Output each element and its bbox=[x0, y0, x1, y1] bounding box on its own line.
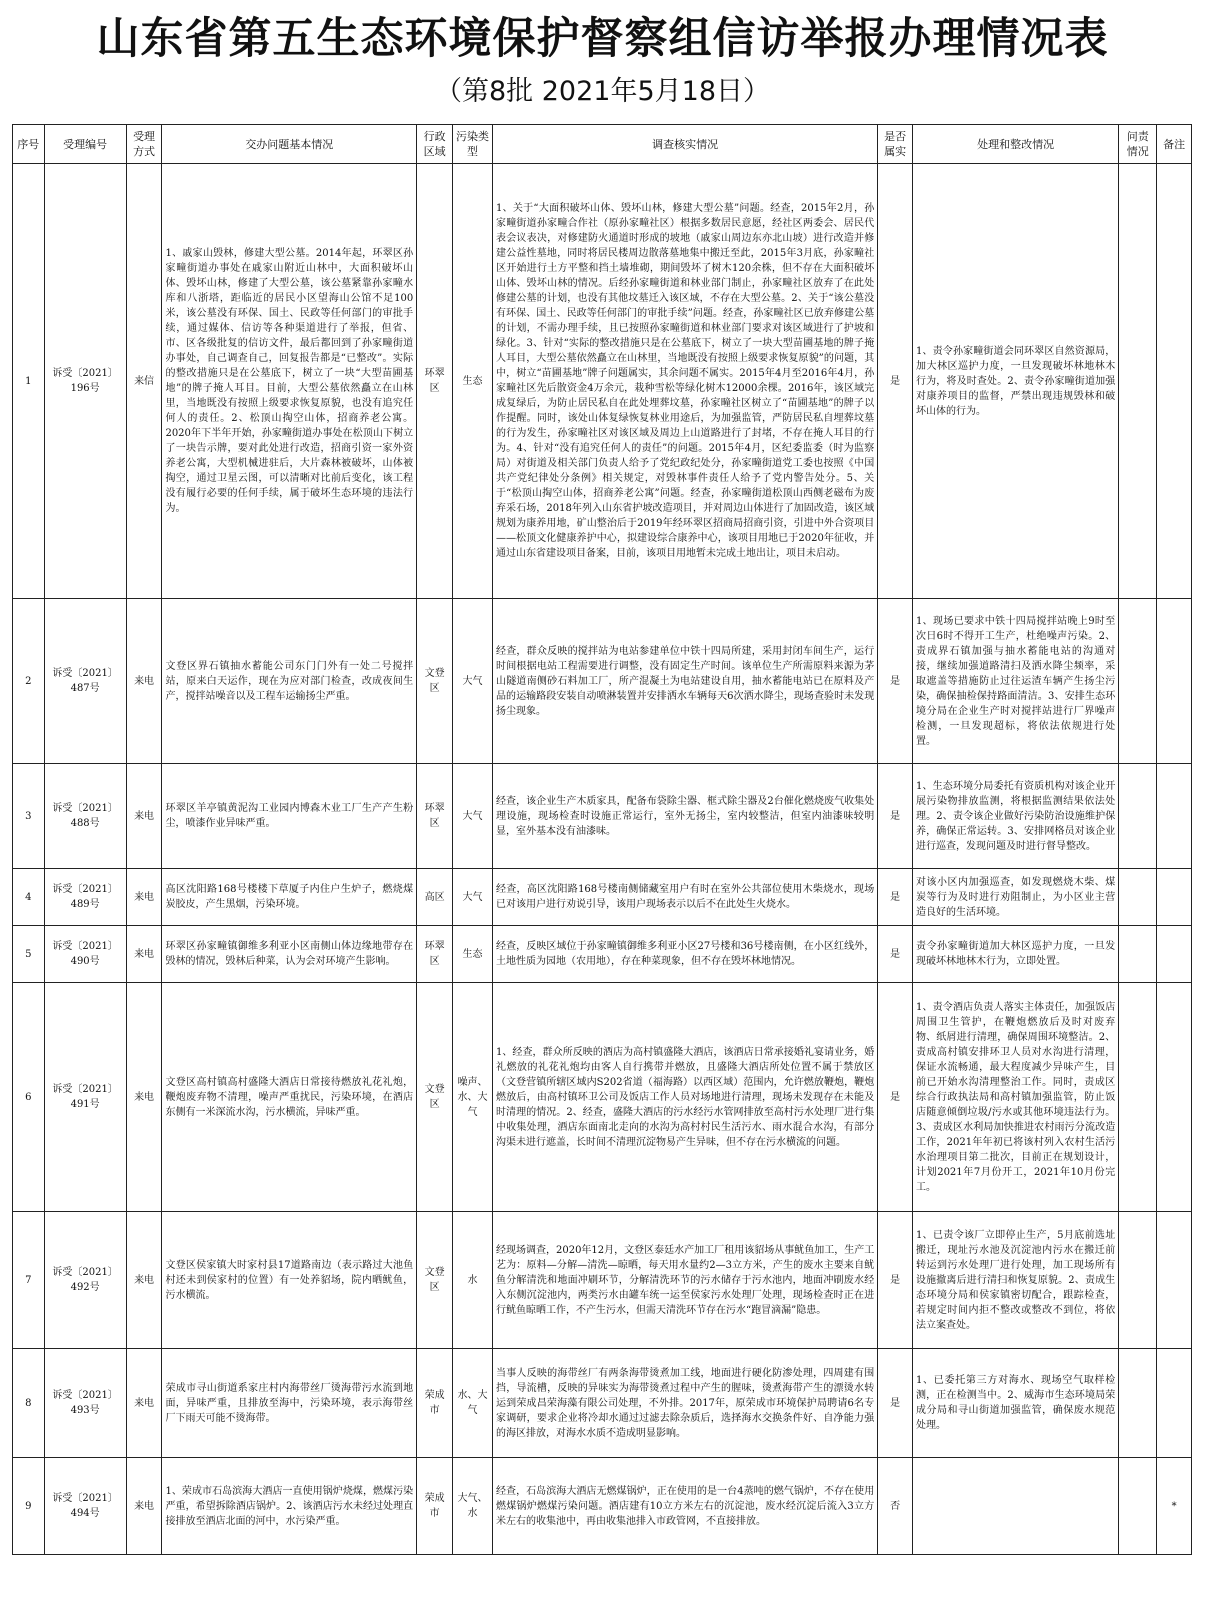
cell-handle: 1、责令孙家疃街道会同环翠区自然资源局，加大林区巡护力度，一旦发现破坏林地林木行为，将及时查处。2、责令孙家疃街道加强对康养项目的监督，严禁出现违规毁林和破坏山体的行为。 bbox=[912, 164, 1118, 599]
cell-handle: 对该小区内加强巡查，如发现燃烧木柴、煤炭等行为及时进行劝阻制止，为小区业主营造良好的生活环境。 bbox=[912, 869, 1118, 926]
cell-accountability bbox=[1119, 869, 1157, 926]
cell-no: 7 bbox=[13, 1212, 45, 1349]
complaint-table bbox=[12, 124, 1192, 1555]
header-problem: 交办问题基本情况 bbox=[162, 125, 417, 164]
cell-region: 环翠区 bbox=[417, 164, 453, 599]
cell-true: 否 bbox=[878, 1458, 913, 1555]
cell-no: 6 bbox=[13, 983, 45, 1212]
header-type: 污染类型 bbox=[452, 125, 492, 164]
cell-true: 是 bbox=[878, 1349, 913, 1458]
cell-region: 高区 bbox=[417, 869, 453, 926]
table-row bbox=[13, 1349, 1192, 1458]
cell-true: 是 bbox=[878, 983, 913, 1212]
cell-accountability bbox=[1119, 983, 1157, 1212]
table-row bbox=[13, 869, 1192, 926]
cell-region: 文登区 bbox=[417, 1212, 453, 1349]
cell-type: 大气、水 bbox=[452, 1458, 492, 1555]
cell-method: 来电 bbox=[126, 1349, 162, 1458]
cell-region: 文登区 bbox=[417, 599, 453, 764]
cell-accountability bbox=[1119, 164, 1157, 599]
table-row bbox=[13, 599, 1192, 764]
cell-method: 来电 bbox=[126, 764, 162, 869]
cell-no: 5 bbox=[13, 926, 45, 983]
cell-id: 诉受〔2021〕196号 bbox=[44, 164, 126, 599]
cell-type: 生态 bbox=[452, 926, 492, 983]
cell-accountability bbox=[1119, 1349, 1157, 1458]
page-subtitle: （第8批 2021年5月18日） bbox=[434, 76, 770, 107]
cell-id: 诉受〔2021〕489号 bbox=[44, 869, 126, 926]
cell-true: 是 bbox=[878, 869, 913, 926]
table-header-row bbox=[13, 125, 1192, 164]
table-row bbox=[13, 1458, 1192, 1555]
header-method: 受理方式 bbox=[126, 125, 162, 164]
cell-handle: 1、已委托第三方对海水、现场空气取样检测，正在检测当中。2、威海市生态环境局荣成分局和寻山街道加强监管，确保废水规范处理。 bbox=[912, 1349, 1118, 1458]
cell-method: 来电 bbox=[126, 926, 162, 983]
cell-survey: 经查，高区沈阳路168号楼南侧储藏室用户有时在室外公共部位使用木柴烧水，现场已对该用户进行劝说引导，该用户现场表示以后不在此处生火烧水。 bbox=[492, 869, 877, 926]
cell-accountability bbox=[1119, 599, 1157, 764]
cell-problem: 文登区界石镇抽水蓄能公司东门门外有一处二号搅拌站，原来白天运作，现在为应对部门检查，改成夜间生产，搅拌站噪音以及工程车运输扬尘严重。 bbox=[162, 599, 417, 764]
cell-method: 来电 bbox=[126, 983, 162, 1212]
cell-handle bbox=[912, 1458, 1118, 1555]
cell-survey: 经查，该企业生产木质家具，配备布袋除尘器、框式除尘器及2台催化燃烧废气收集处理设施，现场检查时设施正常运行，室外无扬尘，室内较整洁，但室内油漆味较明显，室外基本没有油漆味。 bbox=[492, 764, 877, 869]
cell-type: 水 bbox=[452, 1212, 492, 1349]
cell-problem: 荣成市寻山街道系家庄村内海带丝厂烫海带污水流到地面，异味严重，且排放至海中，污染环境，表示海带丝厂下雨天可能不烫海带。 bbox=[162, 1349, 417, 1458]
cell-note bbox=[1157, 1212, 1192, 1349]
cell-type: 噪声、水、大气 bbox=[452, 983, 492, 1212]
cell-problem: 环翠区孙家疃镇御维多利亚小区南侧山体边缘地带存在毁林的情况，毁林后种菜，认为会对环境产生影响。 bbox=[162, 926, 417, 983]
table-row bbox=[13, 1212, 1192, 1349]
table-row bbox=[13, 926, 1192, 983]
cell-handle: 1、已责令该厂立即停止生产，5月底前选址搬迁，现址污水池及沉淀池内污水在搬迁前转运到污水处理厂进行处理，加工现场所有设施撤离后进行清扫和恢复原貌。2、责成生态环境分局和侯家镇密切配合，跟踪检查，若规定时间内拒不整改或整改不到位，将依法立案查处。 bbox=[912, 1212, 1118, 1349]
header-true: 是否属实 bbox=[878, 125, 913, 164]
cell-no: 4 bbox=[13, 869, 45, 926]
cell-method: 来电 bbox=[126, 869, 162, 926]
cell-survey: 1、经查，群众所反映的酒店为高村镇盛隆大酒店，该酒店日常承接婚礼宴请业务，婚礼燃放的礼花礼炮均由客人自行携带并燃放，且盛隆大酒店所处位置不属于禁放区（文登营镇所辖区域内S202省道（福海路）以西区域）范围内，允许燃放鞭炮，鞭炮燃放后，由高村镇环卫公司及饭店工作人员对场地进行清理，现场未发现存在未能及时清理的情况。2、经查，盛隆大酒店的污水经污水管网排放至高村污水处理厂进行集中收集处理，酒店东面南北走向的水沟为高村村民生活污水、雨水混合水沟，有部分沟渠未进行遮盖，长时间不清理沉淀物易产生异味，但不存在污水横流的问题。 bbox=[492, 983, 877, 1212]
cell-region: 环翠区 bbox=[417, 926, 453, 983]
cell-accountability bbox=[1119, 1458, 1157, 1555]
cell-note bbox=[1157, 599, 1192, 764]
cell-note bbox=[1157, 926, 1192, 983]
table-row bbox=[13, 983, 1192, 1212]
cell-region: 荣成市 bbox=[417, 1349, 453, 1458]
cell-note: * bbox=[1157, 1458, 1192, 1555]
cell-type: 水、大气 bbox=[452, 1349, 492, 1458]
table-row bbox=[13, 164, 1192, 599]
header-note: 备注 bbox=[1157, 125, 1192, 164]
cell-id: 诉受〔2021〕492号 bbox=[44, 1212, 126, 1349]
cell-survey: 经查，反映区域位于孙家疃镇御维多利亚小区27号楼和36号楼南侧，在小区红线外，土地性质为园地（农用地），存在种菜现象，但不存在毁坏林地情况。 bbox=[492, 926, 877, 983]
cell-id: 诉受〔2021〕493号 bbox=[44, 1349, 126, 1458]
cell-survey: 1、关于“大面积破坏山体、毁坏山林，修建大型公墓”问题。经查，2015年2月，孙家疃街道孙家疃合作社（原孙家疃社区）根据多数居民意愿，经社区两委会、居民代表会议表决，对修建防火通道时形成的坡地（戚家山周边东亦北山坡）进行改造并修建公益性墓地，同时将居民楼周边散落墓地集中搬迁至此，2015年3月底，孙家疃社区开始进行土方平整和挡土墙堆砌，期间毁坏了树木120余株，但不存在大面积破坏山体、毁坏山林的情况。后经孙家疃街道和林业部门制止，孙家疃社区放弃了在此处修建公墓的计划，也没有其他坟墓迁入该区域，不存在大型公墓。2、关于“该公墓没有环保、国土、民政等任何部门的审批手续”问题。经查，孙家疃社区已放弃修建公墓的计划，不需办理手续，且已按照孙家疃街道和林业部门要求对该区域进行了护坡和绿化。3、针对“实际的整改措施只是在公墓底下，树立了一块大型苗圃基地的牌子掩人耳目，大型公墓依然矗立在山林里，当地既没有按照上级要求恢复原貌”的问题，其中，树立“苗圃基地”牌子问题属实，其余问题不属实。2015年4月至2016年4月，孙家疃社区先后散资金4万余元，栽种雪松等绿化树木12000余棵。2016年，该区域完成复绿后，为防止居民私自在此处埋葬坟墓，孙家疃社区树立了“苗圃基地”的牌子以作提醒。同时，该处山体复绿恢复林业用途后，为加强监管，严防居民私自埋葬坟墓的行为发生，孙家疃社区对该区域及周边上山道路进行了封堵，不存在掩人耳目的行为。4、针对“没有追究任何人的责任”的问题。2015年4月，区纪委监委（时为监察局）对街道及相关部门负责人给予了党纪政纪处分，孙家疃街道党工委也按照《中国共产党纪律处分条例》相关规定，对毁林事件责任人给予了党内警告处分。5、关于“松顶山掏空山体，招商养老公寓”问题。经查，孙家疃街道松顶山西侧老磁布为废弃采石场，2018年列入山东省护坡改造项目，并对周边山体进行了加固改造，该区域规划为康养用地，矿山整治后于2019年经环翠区招商局招商引资，引进中外合资项目——松顶文化健康养护中心，拟建设综合康养中心，该项目用地已于2020年征收，并通过山东省建设项目备案，目前，该项目用地暂未完成土地出让，项目未启动。 bbox=[492, 164, 877, 599]
cell-true: 是 bbox=[878, 1212, 913, 1349]
cell-accountability bbox=[1119, 1212, 1157, 1349]
cell-problem: 文登区高村镇高村盛隆大酒店日常接待燃放礼花礼炮，鞭炮废弃物不清理，噪声严重扰民，污染环境，在酒店东侧有一米深流水沟，污水横流，异味严重。 bbox=[162, 983, 417, 1212]
cell-region: 环翠区 bbox=[417, 764, 453, 869]
cell-type: 生态 bbox=[452, 164, 492, 599]
table-row bbox=[13, 764, 1192, 869]
cell-note bbox=[1157, 764, 1192, 869]
cell-survey: 经查，群众反映的搅拌站为电站参建单位中铁十四局所建，采用封闭车间生产，运行时间根据电站工程需要进行调整，没有固定生产时间。该单位生产所需原料来源为茅山隧道南侧砂石料加工厂，所产混凝土为电站建设自用，抽水蓄能电站已在原料及产品的运输路段安装自动喷淋装置并安排洒水车辆每天6次洒水降尘，现场查验时未发现扬尘现象。 bbox=[492, 599, 877, 764]
cell-id: 诉受〔2021〕494号 bbox=[44, 1458, 126, 1555]
cell-note bbox=[1157, 1349, 1192, 1458]
cell-survey: 经现场调查，2020年12月，文登区泰廷水产加工厂租用该貂场从事鱿鱼加工，生产工艺为：原料—分解—清洗—晾晒，每天用水量约2—3立方米，产生的废水主要来自鱿鱼分解清洗和地面冲刷环节，分解清洗环节的污水储存于污水池内，地面冲刷废水经入东侧沉淀池内，两类污水由罐车统一运至侯家污水处理厂处理，现场检查时正在进行鱿鱼晾晒工作，不产生污水，但需天清洗环节存在污水“跑冒滴漏”隐患。 bbox=[492, 1212, 877, 1349]
cell-true: 是 bbox=[878, 599, 913, 764]
cell-problem: 环翠区羊亭镇黄泥沟工业园内博森木业工厂生产产生粉尘，喷漆作业异味严重。 bbox=[162, 764, 417, 869]
cell-region: 文登区 bbox=[417, 983, 453, 1212]
page-title: 山东省第五生态环境保护督察组信访举报办理情况表 bbox=[96, 14, 1109, 64]
cell-type: 大气 bbox=[452, 599, 492, 764]
header-accountability: 问责情况 bbox=[1119, 125, 1157, 164]
cell-handle: 责令孙家疃街道加大林区巡护力度，一旦发现破坏林地林木行为，立即处置。 bbox=[912, 926, 1118, 983]
cell-survey: 经查，石岛滨海大酒店无燃煤锅炉，正在使用的是一台4蒸吨的燃气锅炉，不存在使用燃煤锅炉燃煤污染问题。酒店建有10立方米左右的沉淀池，废水经沉淀后流入3立方米左右的收集池中，再由收集池排入市政管网，不直接排放。 bbox=[492, 1458, 877, 1555]
cell-problem: 高区沈阳路168号楼楼下草厦子内住户生炉子，燃烧煤炭胶皮，产生黑烟，污染环境。 bbox=[162, 869, 417, 926]
cell-problem: 文登区侯家镇大时家村县17道路南边（表示路过大池鱼村还未到侯家村的位置）有一处养貂场，院内晒鱿鱼，污水横流。 bbox=[162, 1212, 417, 1349]
cell-problem: 1、戚家山毁林，修建大型公墓。2014年起，环翠区孙家疃街道办事处在戚家山附近山林中，大面积破坏山体、毁坏山林，修建了大型公墓，该公墓紧靠孙家疃水库和八浙塔，距临近的居民小区望海山公馆不足100米，该公墓没有环保、国土、民政等任何部门的审批手续，通过媒体、信访等各种渠道进行了举报，但省、市、区各级批复的信访文件，最后都回到了孙家疃街道办事处，自己调查自己，回复报告都是“已整改”。实际的整改措施只是在公墓底下，树立了一块“大型苗圃基地”的牌子掩人耳目。目前，大型公墓依然矗立在山林里，当地既没有按照上级要求恢复原貌，也没有追究任何人的责任。2、松顶山掏空山体，招商养老公寓。2020年下半年开始，孙家疃街道办事处在松顶山下树立了一块告示牌，要对此处进行改造，招商引资一家外资养老公寓，大型机械进驻后，大片森林被破坏，山体被掏空，通过卫星云图，可以清晰对比前后变化，该工程没有履行必要的任何手续，属于破坏生态环境的违法行为。 bbox=[162, 164, 417, 599]
cell-true: 是 bbox=[878, 926, 913, 983]
header-handle: 处理和整改情况 bbox=[912, 125, 1118, 164]
cell-survey: 当事人反映的海带丝厂有两条海带烫煮加工线，地面进行硬化防渗处理，四周建有围挡，导流槽，反映的异味实为海带烫煮过程中产生的腥味，烫煮海带产生的漂烫水转运到荣成昌荣海藻有限公司处理，不外排。2017年，原荣成市环境保护局聘请6名专家调研，要求企业将冷却水通过过滤去除杂质后，选择海水交换条件好、自净能力强的海区排放，对海水水质不造成明显影响。 bbox=[492, 1349, 877, 1458]
header-region: 行政区域 bbox=[417, 125, 453, 164]
cell-handle: 1、责令酒店负责人落实主体责任，加强饭店周围卫生管护，在鞭炮燃放后及时对废弃物、纸屑进行清理，确保周围环境整洁。2、责成高村镇安排环卫人员对水沟进行清理，保证水流畅通，最大程度减少异味产生，目前已开始水沟清理整治工作。同时，责成区综合行政执法局和高村镇加强监管，防止饭店随意倾倒垃圾/污水或其他环境违法行为。3、责成区水利局加快推进农村雨污分流改造工作，2021年年初已将该村列入农村生活污水治理项目第二批次，目前正在规划设计，计划2021年7月份开工，2021年10月份完工。 bbox=[912, 983, 1118, 1212]
cell-handle: 1、生态环境分局委托有资质机构对该企业开展污染物排放监测，将根据监测结果依法处理。2、责令该企业做好污染防治设施维护保养，确保正常运转。3、安排网格员对该企业进行巡查，发现问题及时进行督导整改。 bbox=[912, 764, 1118, 869]
cell-true: 是 bbox=[878, 764, 913, 869]
cell-accountability bbox=[1119, 926, 1157, 983]
cell-id: 诉受〔2021〕488号 bbox=[44, 764, 126, 869]
header-no: 序号 bbox=[13, 125, 45, 164]
cell-method: 来电 bbox=[126, 599, 162, 764]
cell-handle: 1、现场已要求中铁十四局搅拌站晚上9时至次日6时不得开工生产，杜绝噪声污染。2、责成界石镇加强与抽水蓄能电站的沟通对接，继续加强道路清扫及洒水降尘频率，采取遮盖等措施防止过往运渣车辆产生扬尘污染，确保抽检保持路面清洁。3、安排生态环境分局在企业生产时对搅拌站进行厂界噪声检测，一旦发现超标，将依法依规进行处置。 bbox=[912, 599, 1118, 764]
cell-no: 2 bbox=[13, 599, 45, 764]
cell-id: 诉受〔2021〕490号 bbox=[44, 926, 126, 983]
cell-method: 来电 bbox=[126, 1212, 162, 1349]
cell-type: 大气 bbox=[452, 764, 492, 869]
cell-no: 8 bbox=[13, 1349, 45, 1458]
cell-no: 3 bbox=[13, 764, 45, 869]
cell-note bbox=[1157, 869, 1192, 926]
header-id: 受理编号 bbox=[44, 125, 126, 164]
header-survey: 调查核实情况 bbox=[492, 125, 877, 164]
cell-id: 诉受〔2021〕491号 bbox=[44, 983, 126, 1212]
cell-no: 9 bbox=[13, 1458, 45, 1555]
cell-region: 荣成市 bbox=[417, 1458, 453, 1555]
cell-problem: 1、荣成市石岛滨海大酒店一直使用锅炉烧煤，燃煤污染严重，希望拆除酒店锅炉。2、该酒店污水未经过处理直接排放至酒店北面的河中，水污染严重。 bbox=[162, 1458, 417, 1555]
cell-method: 来电 bbox=[126, 1458, 162, 1555]
cell-type: 大气 bbox=[452, 869, 492, 926]
cell-note bbox=[1157, 983, 1192, 1212]
cell-id: 诉受〔2021〕487号 bbox=[44, 599, 126, 764]
cell-no: 1 bbox=[13, 164, 45, 599]
cell-accountability bbox=[1119, 764, 1157, 869]
cell-note bbox=[1157, 164, 1192, 599]
cell-method: 来信 bbox=[126, 164, 162, 599]
cell-true: 是 bbox=[878, 164, 913, 599]
